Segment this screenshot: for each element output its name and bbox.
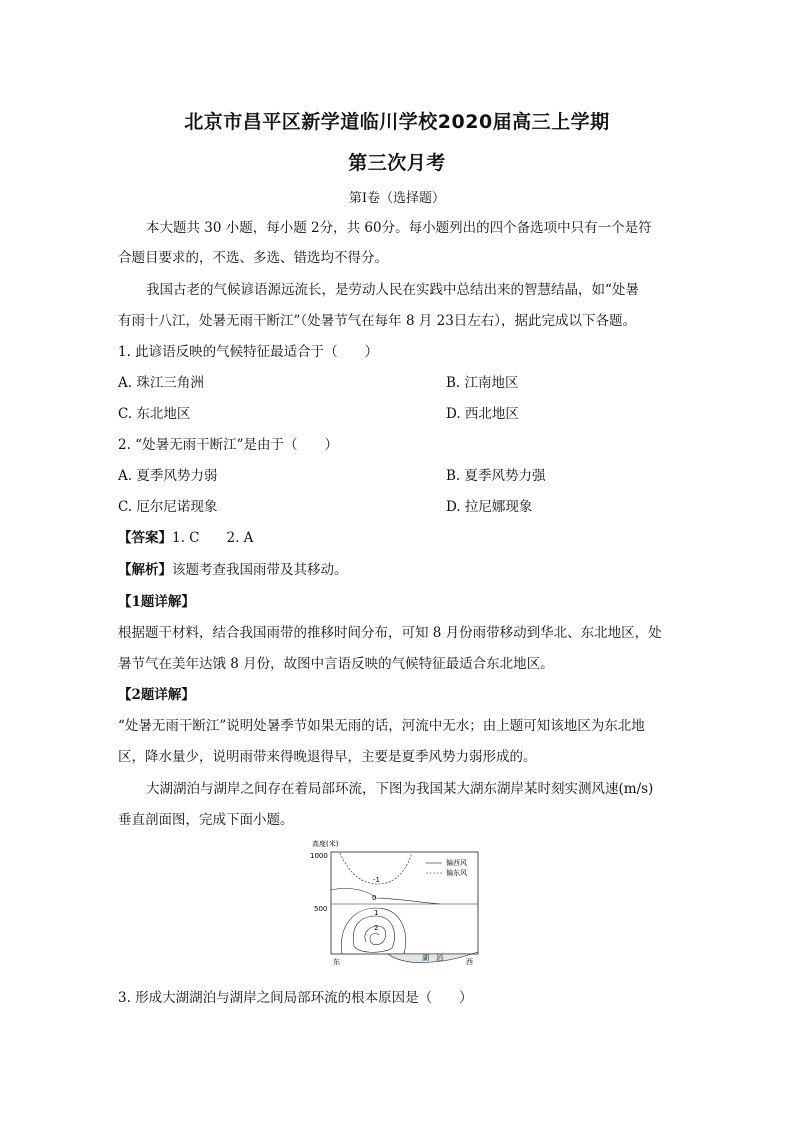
answer-label: 【答案】 (118, 530, 172, 546)
answer-text: 1. C 2. A (172, 530, 254, 546)
wind-profile-diagram (300, 838, 488, 974)
question-1-option-b: B. 江南地区 (446, 375, 519, 391)
detail-1-label: 【1题详解】 (118, 594, 195, 610)
detail-1-line-2: 暑节气在美年达饿 8 月份，故图中言语反映的气候特征最适合东北地区。 (118, 656, 554, 672)
legend-east-label: 偏东风 (446, 869, 467, 877)
material1-line-1: 我国古老的气候谚语源远流长，是劳动人民在实践中总结出来的智慧结晶，如“处暑 (146, 282, 639, 298)
intro-line-2: 合题目要求的，不选、多选、错选均不得分。 (118, 250, 388, 266)
question-3-stem: 3. 形成大湖湖泊与湖岸之间局部环流的根本原因是（ ） (118, 990, 473, 1006)
question-2-option-d: D. 拉尼娜现象 (446, 499, 533, 515)
detail-2-line-2: 区，降水量少，说明雨带来得晚退得早，主要是夏季风势力弱形成的。 (118, 749, 537, 765)
question-2-stem: 2. “处暑无雨干断江”是由于（ ） (118, 437, 338, 453)
lake-label: 湖 泊 (422, 954, 443, 962)
question-1-option-a: A. 珠江三角洲 (118, 375, 204, 391)
document-title-line1: 北京市昌平区新学道临川学校2020届高三上学期 (184, 111, 610, 133)
analysis-text: 该题考查我国雨带及其移动。 (172, 562, 348, 578)
question-1-option-c: C. 东北地区 (118, 406, 191, 422)
legend-west-label: 偏西风 (446, 859, 467, 867)
question-2-option-c: C. 厄尔尼诺现象 (118, 499, 218, 515)
figure-ylabel: 高度(米) (312, 840, 339, 848)
document-title-line2: 第三次月考 (348, 152, 446, 174)
detail-2-line-1: “处暑无雨干断江”说明处暑季节如果无雨的话，河流中无水；由上题可知该地区为东北地 (118, 718, 645, 734)
material2-line-1: 大湖湖泊与湖岸之间存在着局部环流，下图为我国某大湖东湖岸某时刻实测风速(m/s) (146, 781, 654, 797)
section-heading: 第Ⅰ卷（选择题） (348, 191, 446, 206)
figure-east-label: 东 (333, 958, 340, 966)
isotach-label-2: 2 (374, 924, 379, 932)
question-1-stem: 1. 此谚语反映的气候特征最适合于（ ） (118, 344, 379, 360)
isotach-0 (331, 888, 440, 904)
question-2-option-a: A. 夏季风势力弱 (118, 468, 218, 484)
isotach-label-0: 0 (372, 894, 377, 902)
figure-y-500: 500 (314, 905, 328, 913)
figure-west-label: 西 (466, 958, 473, 966)
analysis-line (118, 560, 678, 580)
wind-profile-figure (300, 838, 488, 974)
detail-2-label: 【2题详解】 (118, 687, 195, 703)
isotach-2 (353, 916, 394, 952)
figure-y-1000: 1000 (310, 852, 328, 860)
analysis-label: 【解析】 (118, 562, 172, 578)
isotach-label-1: 1 (374, 909, 379, 917)
isotach-label-minus-1: -1 (373, 876, 380, 884)
detail-1-line-1: 根据题干材料，结合我国雨带的推移时间分布，可知 8 月份雨带移动到华北、东北地区，处 (118, 625, 662, 641)
question-2-option-b: B. 夏季风势力强 (446, 468, 546, 484)
question-1-option-d: D. 西北地区 (446, 406, 519, 422)
material1-line-2: 有雨十八江，处暑无雨干断江”（处暑节气在每年 8 月 23日左右），据此完成以下各题。 (118, 313, 637, 329)
material2-line-2: 垂直剖面图，完成下面小题。 (118, 812, 294, 828)
answer-line (118, 528, 678, 548)
intro-line-1: 本大题共 30 小题，每小题 2分，共 60分。每小题列出的四个备选项中只有一个是符 (146, 220, 652, 236)
